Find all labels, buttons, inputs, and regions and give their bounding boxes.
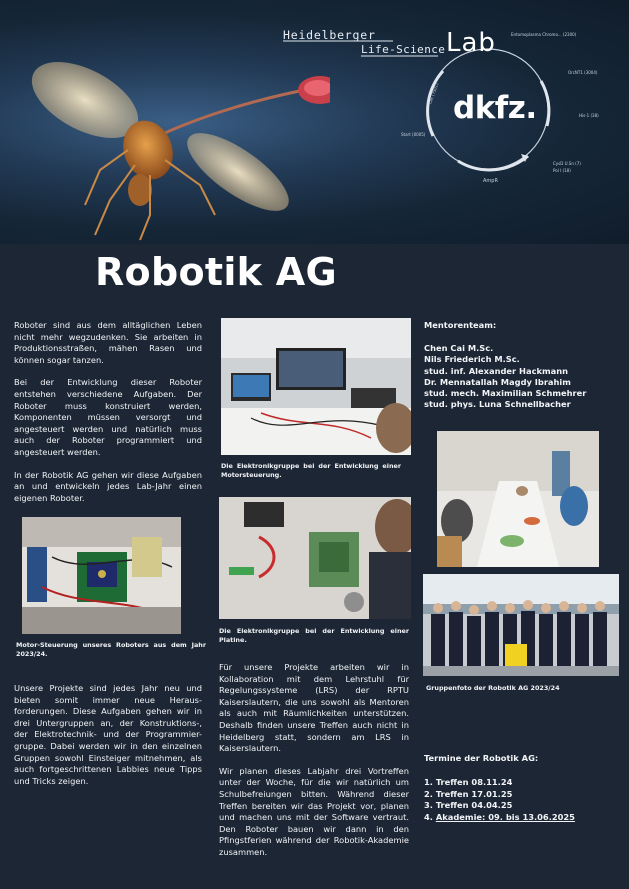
plasmid-label: AmpR xyxy=(483,178,498,184)
paragraph: Roboter sind aus dem alltäglichen Leben nicht mehr wegzudenken. Sie arbeiten in Produktionsstraßen, mähen Rasen und können sogar tanzen. xyxy=(14,320,202,365)
plasmid-label: Entomoplasma Chromo... (2300) xyxy=(511,32,577,37)
collaboration-text-block xyxy=(219,662,409,859)
mentor-name: Chen Cai M.Sc. xyxy=(424,343,494,354)
dkfz-logo: dkfz. xyxy=(453,90,537,126)
photo-caption: Motor-Steuerung unseres Roboters aus dem Jahr 2023/24. xyxy=(16,641,206,658)
mentor-name: stud. phys. Luna Schnellbacher xyxy=(424,399,571,410)
mentor-name: Nils Friederich M.Sc. xyxy=(424,354,520,365)
photo-caption: Die Elektronikgruppe bei der Entwicklung einer Motorsteuerung. xyxy=(221,462,401,479)
dates-heading: Termine der Robotik AG: xyxy=(424,753,539,763)
logo-heidelberger: Heidelberger xyxy=(283,28,376,42)
intro-text-block xyxy=(14,320,202,504)
mentor-name: Dr. Mennatallah Magdy Ibrahim xyxy=(424,376,571,387)
paragraph: Bei der Entwicklung dieser Roboter entstehen verschiedene Aufgaben. Der Roboter muss konstruiert werden, Komponenten müssen versorgt und angesteuert werden und natürlich muss auch der Roboter programmiert und angesteuert werden. xyxy=(14,377,202,457)
plasmid-label: OrcNT1 (3004) xyxy=(568,70,598,75)
plasmid-label: Lac (7501) xyxy=(427,82,440,105)
date-item-academy xyxy=(424,812,575,824)
photo-motor-development xyxy=(221,318,411,455)
date-item: 1. Treffen 08.11.24 xyxy=(424,776,513,787)
mentor-heading: Mentorenteam: xyxy=(424,320,497,330)
photo-group xyxy=(423,574,619,676)
photo-caption: Die Elektronikgruppe bei der Entwicklung einer Platine. xyxy=(219,627,409,644)
plasmid-label: His-1 (38) xyxy=(579,113,599,118)
academy-prefix: 4. xyxy=(424,812,436,823)
header-banner xyxy=(0,0,629,244)
paragraph: Für unsere Projekte arbeiten wir in Kollaboration mit dem Lehrstuhl für Regelungssysteme (LRS) der RPTU Kaiserslautern, die uns sowohl als Mentoren als auch mit Räumlichkeiten unterstützen. Deshalb finden unsere Treffen auch nicht in Heidelberg statt, sondern am LRS in Kaiserslautern. xyxy=(219,662,409,754)
wasp-illustration xyxy=(0,0,330,244)
logo-life-science: Life-Science xyxy=(361,43,446,56)
plasmid-label: CysD U.Sn (7) xyxy=(553,161,581,166)
academy-date: Akademie: 09. bis 13.06.2025 xyxy=(435,812,575,823)
dates-block xyxy=(424,753,575,824)
photo-pcb-development xyxy=(219,497,411,619)
mentor-name: stud. inf. Alexander Hackmann xyxy=(424,365,569,376)
logo-lab: Lab xyxy=(446,28,496,58)
plasmid-label: Pol I (18) xyxy=(553,168,571,173)
projects-text-block xyxy=(14,683,202,787)
photo-motor-control xyxy=(22,517,181,634)
photo-meal-table xyxy=(437,431,599,567)
paragraph: Unsere Projekte sind jedes Jahr neu und bieten somit immer neue Heraus-forderungen. Diese Aufgaben gehen wir in drei Untergruppen an, der Konstruktions-, der Elektrotechnik- und der Programmier-gruppe. Dabei werden wir in den einzelnen Gruppen sowohl Einsteiger mitnehmen, als auch fortgeschrittenen Labbies neue Tipps und Tricks zeigen. xyxy=(14,683,202,786)
date-item: 2. Treffen 17.01.25 xyxy=(424,788,513,799)
plasmid-label: Start (0005) xyxy=(401,132,426,137)
mentor-name: stud. mech. Maximilian Schmehrer xyxy=(424,388,587,399)
mentor-team xyxy=(424,320,586,410)
date-item: 3. Treffen 04.04.25 xyxy=(424,800,513,811)
heidelberger-life-science-lab-logo xyxy=(283,26,623,236)
paragraph: Wir planen dieses Labjahr drei Vortreffen unter der Woche, für die wir natürlich um Schulbefreiungen bitten. Während dieser Treffen bereiten wir das Projekt vor, planen und machen uns mit der Software vertraut. Den Roboter bauen wir dann in den Pfingstferien während der Robotik-Akademie zusammen. xyxy=(219,765,409,857)
page-title: Robotik AG xyxy=(95,250,337,294)
paragraph: In der Robotik AG gehen wir diese Aufgaben an und entwickeln jedes Lab-Jahr einen eigenen Roboter. xyxy=(14,469,202,503)
photo-caption: Gruppenfoto der Robotik AG 2023/24 xyxy=(426,684,560,692)
